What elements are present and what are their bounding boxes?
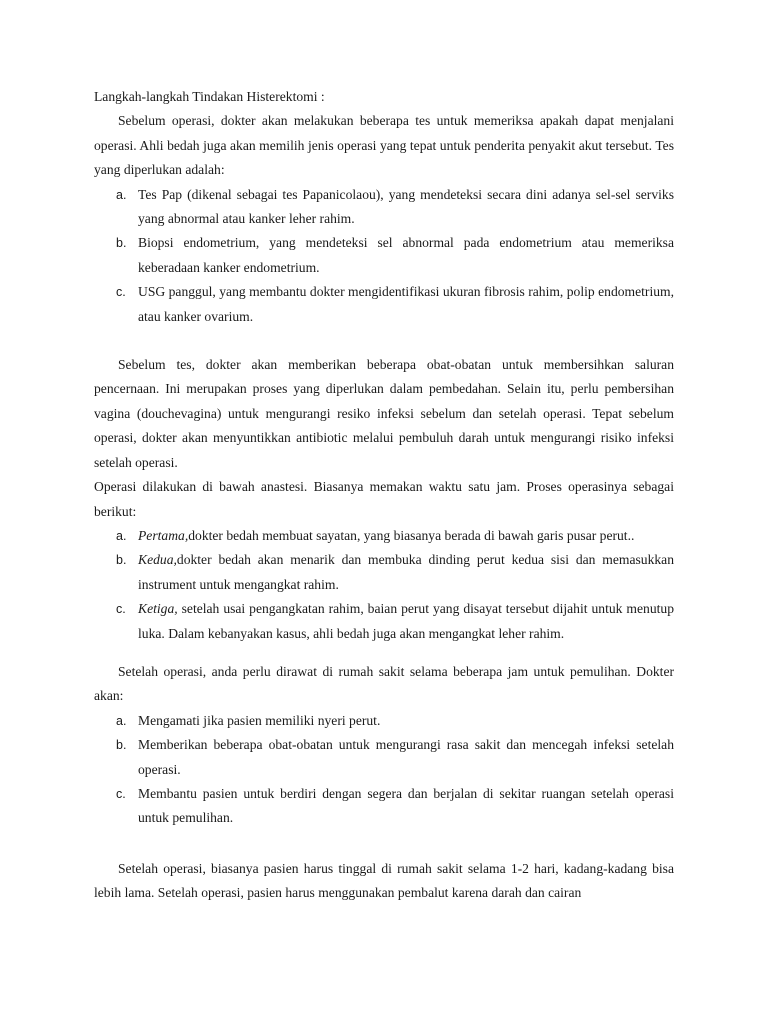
list-marker: a.: [116, 528, 127, 543]
list-item-text: [138, 597, 674, 646]
step-text: dokter bedah akan menarik dan membuka dinding perut kedua sisi dan memasukkan instrument untuk mengangkat rahim.: [138, 552, 674, 592]
list-item: [94, 709, 674, 733]
list-marker: b.: [116, 236, 127, 251]
step-text: dokter bedah membuat sayatan, yang biasanya berada di bawah garis pusar perut..: [188, 527, 635, 543]
list-item: [94, 183, 674, 232]
recovery-paragraph: Setelah operasi, biasanya pasien harus tinggal di rumah sakit selama 1-2 hari, kadang-kadang bisa lebih lama. Setelah operasi, pasien harus menggunakan pembalut karena darah dan cairan: [94, 860, 674, 901]
list-item-text: USG panggul, yang membantu dokter mengidentifikasi ukuran fibrosis rahim, polip endometrium, atau kanker ovarium.: [138, 284, 674, 324]
list-item-text: Membantu pasien untuk berdiri dengan segera dan berjalan di sekitar ruangan setelah operasi untuk pemulihan.: [138, 785, 674, 826]
tests-list: [94, 183, 674, 329]
list-marker: c.: [116, 285, 126, 300]
list-item-text: [138, 524, 674, 548]
list-item: [94, 597, 674, 646]
step-lead: Pertama,: [138, 527, 189, 543]
list-item: [94, 782, 674, 831]
document-title: Langkah-langkah Tindakan Histerektomi :: [94, 89, 325, 104]
step-lead: Kedua,: [138, 552, 177, 568]
list-item-text: Mengamati jika pasien memiliki nyeri perut.: [138, 712, 381, 728]
list-item: [94, 733, 674, 782]
list-marker: a.: [116, 187, 127, 202]
intro-paragraph: Sebelum operasi, dokter akan melakukan beberapa tes untuk memeriksa apakah dapat menjalani operasi. Ahli bedah juga akan memilih jenis operasi yang tepat untuk penderita penyakit akut tersebut. Tes yang diperlukan adalah:: [94, 113, 674, 178]
step-lead: Ketiga,: [138, 601, 178, 617]
spacer: [94, 329, 674, 353]
list-marker: c.: [116, 602, 126, 617]
spacer: [94, 831, 674, 857]
document-body: [94, 85, 674, 906]
list-item: [94, 280, 674, 329]
list-item-text: [138, 548, 674, 597]
step-text: setelah usai pengangkatan rahim, baian perut yang disayat tersebut dijahit untuk menutup luka. Dalam kebanyakan kasus, ahli bedah juga akan mengangkat leher rahim.: [138, 601, 674, 641]
list-item-text: Tes Pap (dikenal sebagai tes Papanicolaou), yang mendeteksi secara dini adanya sel-sel serviks yang abnormal atau kanker leher rahim.: [138, 186, 674, 227]
steps-list: [94, 524, 674, 646]
post-op-list: [94, 709, 674, 831]
list-item: [94, 524, 674, 548]
procedure-intro: Operasi dilakukan di bawah anastesi. Biasanya memakan waktu satu jam. Proses operasinya sebagai berikut:: [94, 479, 674, 519]
list-marker: b.: [116, 553, 127, 568]
list-item-text: Memberikan beberapa obat-obatan untuk mengurangi rasa sakit dan mencegah infeksi setelah operasi.: [138, 737, 674, 777]
list-item-text: Biopsi endometrium, yang mendeteksi sel abnormal pada endometrium atau memeriksa keberadaan kanker endometrium.: [138, 235, 674, 275]
list-marker: c.: [116, 786, 126, 801]
pre-op-paragraph: Sebelum tes, dokter akan memberikan beberapa obat-obatan untuk membersihkan saluran pencernaan. Ini merupakan proses yang diperlukan dalam pembedahan. Selain itu, perlu pembersihan vagina (douchevagina) untuk mengurangi resiko infeksi sebelum dan setelah operasi. Tepat sebelum operasi, dokter akan menyuntikkan antibiotic melalui pembuluh darah untuk mengurangi risiko infeksi setelah operasi.: [94, 357, 674, 470]
list-item: [94, 231, 674, 280]
spacer: [94, 646, 674, 660]
list-marker: b.: [116, 738, 127, 753]
list-item: [94, 548, 674, 597]
list-marker: a.: [116, 713, 127, 728]
post-op-intro: Setelah operasi, anda perlu dirawat di rumah sakit selama beberapa jam untuk pemulihan. Dokter akan:: [94, 663, 674, 704]
